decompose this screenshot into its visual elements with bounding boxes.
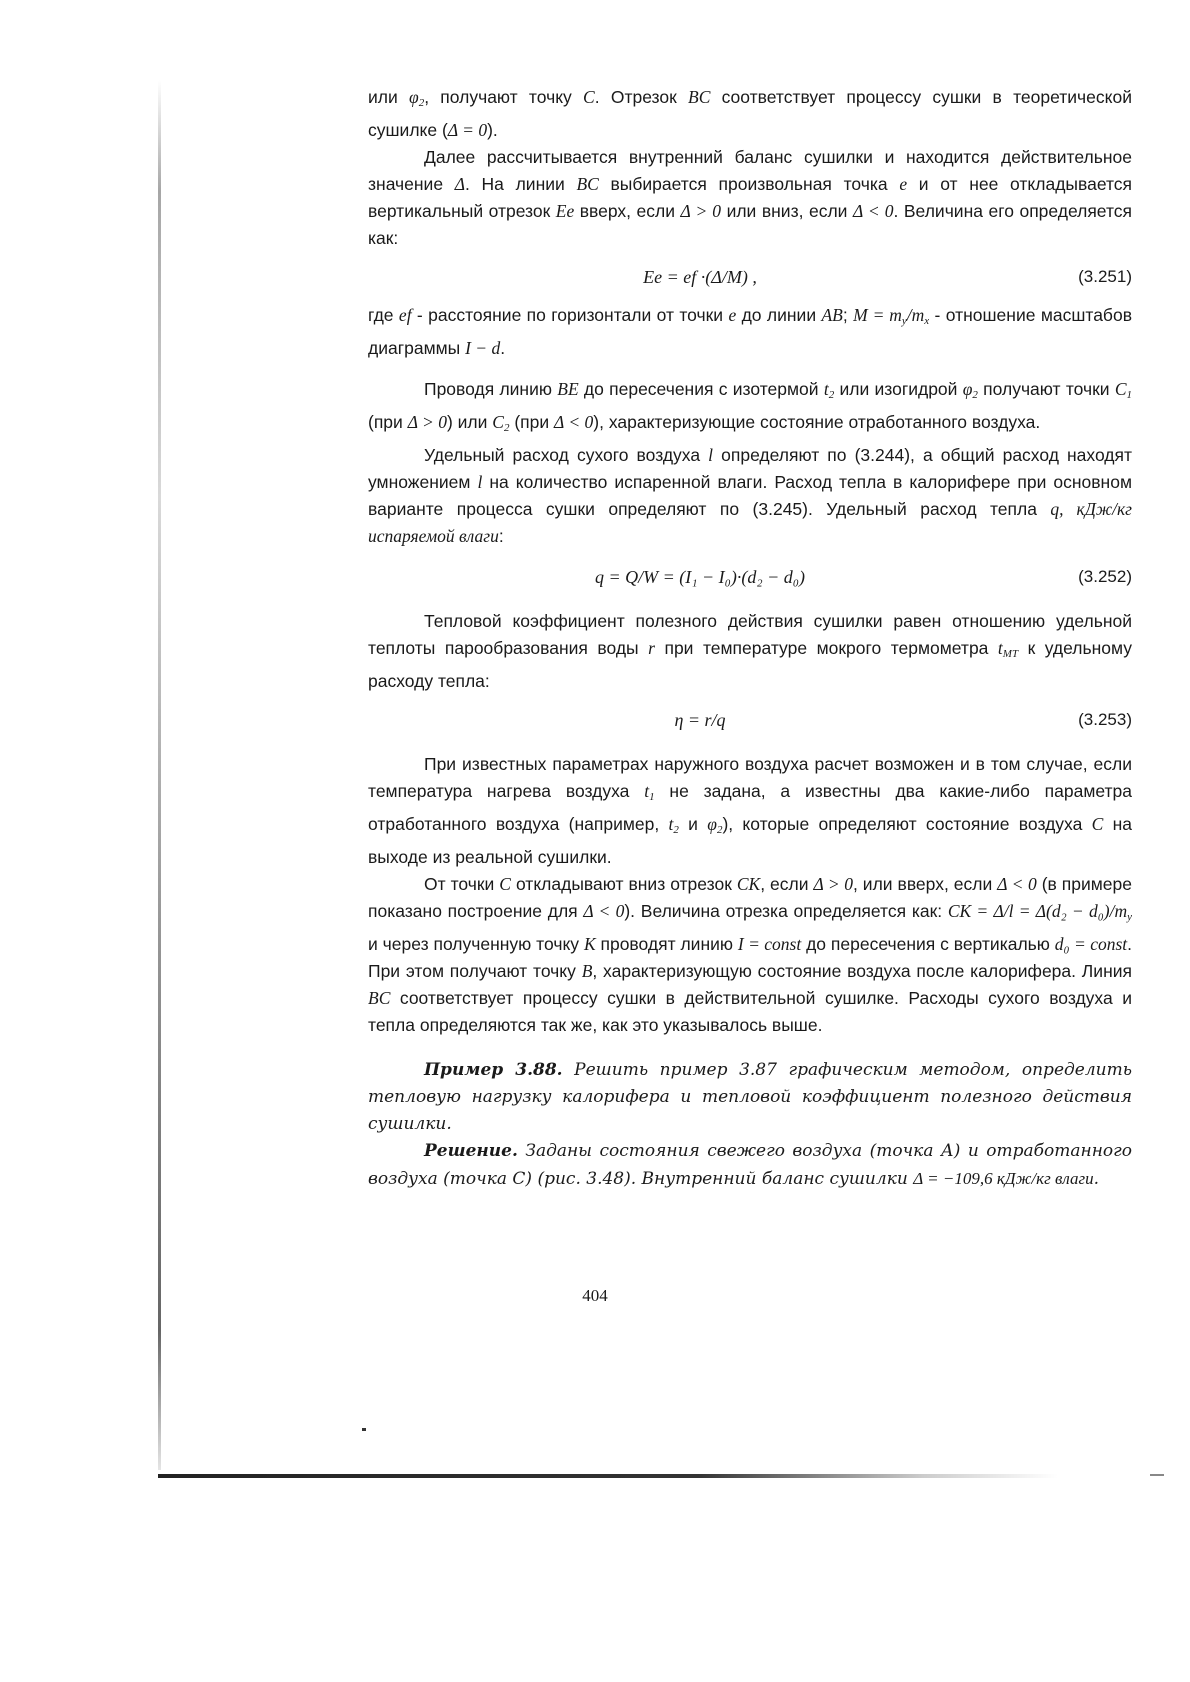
text: и — [678, 814, 708, 834]
text: . Величина его определяется как: — [368, 201, 1132, 248]
text: ; — [842, 305, 854, 325]
text: - отношение масштабов диаграммы — [368, 305, 1132, 358]
math-expression: Δ < 0 — [852, 201, 894, 221]
text: . На линии — [465, 174, 577, 194]
text: выбирается произвольная точка — [598, 174, 900, 194]
text: - расстояние по горизонтали от точки — [411, 305, 729, 325]
math-symbol: l — [708, 445, 714, 465]
math-symbol: φ — [707, 814, 717, 834]
text: или вниз, если — [721, 201, 853, 221]
math-symbol: l — [477, 472, 483, 492]
solution-paragraph — [368, 1138, 1132, 1193]
math-symbol: ef — [398, 305, 412, 325]
text: на количество испаренной влаги. Расход тепла в калорифере при основном варианте процесса сушки определяют по (3.245). Удельный расход тепла — [368, 472, 1132, 519]
math-symbol: Δ — [454, 174, 466, 194]
math-symbol: CK — [736, 874, 761, 894]
solution-label: Решение. — [424, 1141, 518, 1161]
text: Удельный расход сухого воздуха — [424, 445, 709, 465]
math-symbol: C — [499, 874, 511, 894]
text: . — [1093, 1169, 1100, 1189]
math-subscript: 1 — [649, 791, 655, 803]
math-symbol: e — [899, 174, 908, 194]
math-symbol: φ — [409, 87, 419, 107]
math-expression: d₀ = const — [1054, 934, 1128, 954]
page-number: 404 — [582, 1286, 608, 1305]
paragraph-7 — [368, 751, 1132, 871]
text: ), которые определяют состояние воздуха — [722, 814, 1092, 834]
math-subscript: 1 — [1126, 389, 1132, 401]
text: ), характеризующие состояние отработанного воздуха. — [593, 412, 1041, 432]
math-symbol: BC — [368, 988, 391, 1008]
math-expression: I = const — [737, 934, 802, 954]
text: , если — [760, 874, 814, 894]
math-symbol: C — [1114, 379, 1127, 399]
text: и через полученную точку — [368, 934, 584, 954]
text: (в примере показано построение для — [368, 874, 1132, 921]
equation-3-251 — [368, 260, 1132, 294]
text: , получают точку — [424, 87, 584, 107]
math-subscript: x — [924, 315, 930, 327]
example-label: Пример 3.88. — [424, 1060, 563, 1080]
text: . Отрезок — [594, 87, 688, 107]
text: откладывают вниз отрезок — [510, 874, 737, 894]
text: вверх, если — [574, 201, 681, 221]
math-subscript: 2 — [503, 422, 510, 434]
math-expression: Δ < 0 — [997, 874, 1037, 894]
text: до пересечения с изотермой — [578, 379, 824, 399]
text: до пересечения с вертикалью — [801, 934, 1055, 954]
text: при температуре мокрого термометра — [654, 638, 998, 658]
text: : — [498, 526, 504, 546]
text: Далее рассчитывается внутренний баланс сушилки и находится действительное значение — [368, 147, 1132, 194]
text: Проводя линию — [424, 379, 558, 399]
scan-left-edge-artifact — [158, 80, 161, 1470]
text: (при — [509, 412, 555, 432]
example-text: Решить пример 3.87 графическим методом, определить тепловую нагрузку калорифера и тепловой коэффициент полезного действия сушилки. — [368, 1060, 1132, 1134]
text: определяют по (3.244), а общий расход находят умножением — [368, 445, 1133, 492]
text: ). Величина отрезка определяется как: — [624, 901, 948, 921]
paragraph-5 — [368, 442, 1132, 550]
math-symbol: e — [728, 305, 737, 325]
math-expression: Δ < 0 — [554, 412, 594, 432]
text: не задана, а известны два какие-либо параметра отработанного воздуха (например, — [368, 781, 1133, 834]
text: на выходе из реальной сушилки. — [368, 814, 1132, 867]
paragraph-2 — [368, 144, 1132, 252]
scan-bottom-edge-artifact — [158, 1474, 1058, 1478]
paragraph-1 — [368, 84, 1132, 144]
math-symbol: t — [997, 638, 1003, 658]
equation-body: η = r/q — [674, 710, 726, 730]
math-symbol: AB — [821, 305, 843, 325]
math-expression: I − d — [465, 338, 501, 358]
equation-body: Ee = ef ·(Δ/M) , — [643, 267, 757, 287]
text: От точки — [424, 874, 500, 894]
math-symbol: B — [581, 961, 593, 981]
math-unit: q, кДж/кг испаряемой влаги — [368, 499, 1132, 546]
text: , характеризующую состояние воздуха после калорифера. Линия — [592, 961, 1132, 981]
math-expression: Δ = 0 — [447, 120, 488, 140]
math-expression: Δ > 0 — [680, 201, 722, 221]
example-3-88 — [368, 1057, 1132, 1138]
math-subscript: y — [901, 315, 907, 327]
text: соответствует процессу сушки в действительной сушилке. Расходы сухого воздуха и тепла определяются так же, как это указывалось выше. — [368, 988, 1132, 1035]
math-symbol: C — [492, 412, 504, 432]
text: и от нее откладывается вертикальный отрезок — [368, 174, 1133, 221]
math-subscript: 2 — [716, 824, 723, 836]
text: соответствует процессу сушки в теоретической сушилке ( — [368, 87, 1133, 140]
math-symbol: K — [583, 934, 596, 954]
math-symbol: φ — [962, 379, 973, 399]
text: где — [368, 305, 399, 325]
text: . При этом получают точку — [368, 934, 1133, 981]
math-subscript: МТ — [1002, 648, 1019, 660]
math-symbol: BC — [576, 174, 599, 194]
math-subscript: 2 — [673, 824, 679, 836]
solution-text: Заданы состояния свежего воздуха (точка А) и отработанного воздуха (точка С) (рис. 3.48). Внутренний баланс сушилки — [368, 1141, 1132, 1189]
equation-3-252 — [368, 560, 1132, 594]
paragraph-8 — [368, 871, 1132, 1039]
text: или изогидрой — [834, 379, 963, 399]
math-symbol: C — [583, 87, 595, 107]
text: Тепловой коэффициент полезного действия сушилки равен отношению удельной теплоты парообразования воды — [368, 611, 1132, 658]
math-formula: Δ = −109,6 кДж/кг влаги — [913, 1169, 1094, 1188]
text: , или вверх, если — [852, 874, 998, 894]
text: до линии — [736, 305, 822, 325]
math-expression: M = m — [853, 305, 902, 325]
equation-number: (3.252) — [1078, 567, 1132, 586]
text-column — [368, 84, 1132, 1193]
text: получают точки — [977, 379, 1115, 399]
math-symbol: r — [648, 638, 655, 658]
math-expression: Δ < 0 — [583, 901, 625, 921]
math-symbol: Ee — [555, 201, 575, 221]
math-symbol: t — [644, 781, 650, 801]
paragraph-6 — [368, 608, 1132, 695]
math-expression: /m — [906, 305, 925, 325]
math-formula: CK = Δ/l = Δ(d₂ − d₀)/m — [947, 901, 1128, 921]
equation-number: (3.253) — [1078, 710, 1132, 729]
math-subscript: 2 — [828, 389, 835, 401]
paragraph-3 — [368, 302, 1132, 362]
equation-number: (3.251) — [1078, 267, 1132, 286]
paragraph-4 — [368, 376, 1132, 442]
text: проводят линию — [595, 934, 738, 954]
math-symbol: t — [668, 814, 674, 834]
scan-speck-artifact — [1150, 1474, 1164, 1476]
text: ). — [487, 120, 498, 140]
math-symbol: BE — [557, 379, 579, 399]
text: . — [500, 338, 506, 358]
math-symbol: C — [1091, 814, 1104, 834]
math-symbol: t — [823, 379, 829, 399]
text: к удельному расходу тепла: — [368, 638, 1132, 691]
math-expression: Δ > 0 — [813, 874, 853, 894]
scan-speck-artifact — [362, 1428, 366, 1431]
math-symbol: BC — [688, 87, 711, 107]
equation-3-253 — [368, 703, 1132, 737]
text: или — [368, 87, 409, 107]
math-subscript: 2 — [972, 389, 978, 401]
equation-body: q = Q/W = (I₁ − I₀)·(d₂ − d₀) — [594, 567, 806, 587]
math-expression: Δ > 0 — [407, 412, 447, 432]
math-subscript: y — [1127, 911, 1133, 923]
text: При известных параметрах наружного воздуха расчет возможен и в том случае, если температура нагрева воздуха — [368, 754, 1132, 801]
text: ) или — [446, 412, 493, 432]
math-subscript: 2 — [418, 97, 425, 109]
text: (при — [368, 412, 408, 432]
